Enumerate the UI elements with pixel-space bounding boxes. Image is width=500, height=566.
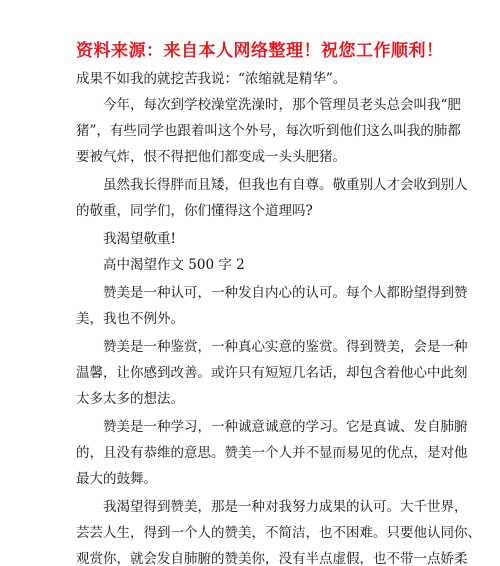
text-line: 赞美是一种鉴赏，一种真心实意的鉴赏。得到赞美，会是一种 [103, 339, 468, 355]
text-line: 我渴望敬重! [103, 231, 176, 247]
text-line: 我渴望得到赞美，那是一种对我努力成果的认可。大千世界， [103, 499, 468, 515]
paragraph [76, 280, 468, 332]
paragraph [76, 92, 461, 170]
text-line: 最大的鼓舞。 [76, 471, 157, 487]
text-line: 猪”，有些同学也跟着叫这个外号，每次听到他们这么叫我的肺都 [76, 123, 461, 139]
text-line: 观赏你，就会发自肺腑的赞美你，没有半点虚假，也不带一点娇柔 [76, 551, 468, 566]
paragraph [76, 414, 468, 492]
text-line: 美，我也不例外。 [76, 311, 184, 327]
source-header: 资料来源：来自本人网络整理！祝您工作顺利！ [76, 41, 444, 61]
text-line: 太多太多的想法。 [76, 391, 184, 407]
text-line: 今年，每次到学校澡堂洗澡时，那个管理员老头总会叫我“肥 [103, 97, 461, 113]
text-line: 赞美是一种认可，一种发自内心的认可。每个人都盼望得到赞 [103, 285, 468, 301]
paragraph [76, 494, 481, 566]
paragraph [76, 334, 468, 412]
text-line: 的敬重，同学们，你们懂得这个道理吗? [76, 203, 313, 219]
text-line: 成果不如我的就挖苦我说：“浓缩就是精华”。 [76, 71, 347, 87]
paragraph [76, 66, 430, 92]
text-line: 高中渴望作文 500 字 2 [103, 257, 245, 273]
text-line: 芸芸人生，得到一个人的赞美，不简洁，也不困难。只要他认同你、 [76, 525, 481, 541]
text-line: 虽然我长得胖而且矮，但我也有自尊。敬重别人才会收到别人 [103, 177, 468, 193]
text-line: 要被气炸，恨不得把他们都变成一头头肥猪。 [76, 149, 346, 165]
text-line: 温馨，让你感到改善。或许只有短短几名话，却包含着他心中此刻 [76, 365, 468, 381]
paragraph [76, 226, 430, 252]
text-line: 赞美是一种学习，一种诚意诚意的学习。它是真诚、发自肺腑 [103, 419, 468, 435]
text-line: 的，且没有恭维的意思。赞美一个人并不显而易见的优点，是对他 [76, 445, 468, 461]
paragraph [76, 172, 468, 224]
essay-heading [76, 252, 430, 278]
